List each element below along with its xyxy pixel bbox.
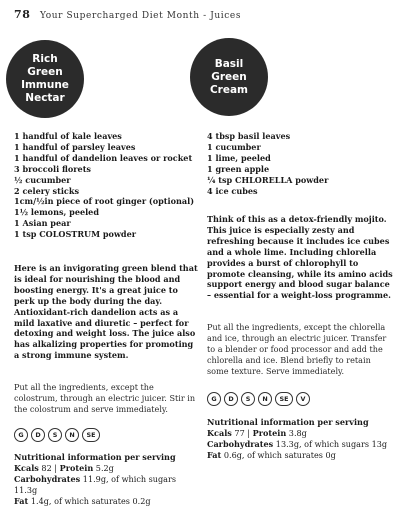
recipe-intro: Here is an invigorating green blend that is ideal for nourishing the blood and boosting energy. It's a great juice to perk up the body during the day. Antioxidant-rich dandelion acts as a mild laxative and diuretic – perfect for detoxing and weight loss. The juice also has alkalizing properties for promoting a strong immune system. (14, 263, 198, 361)
diet-badge: D (224, 392, 238, 406)
ingredient-item: 1 Asian pear (14, 218, 71, 229)
diet-badge: G (207, 392, 221, 406)
ingredient-item: 1 tsp COLOSTRUM powder (14, 229, 136, 240)
ingredient-item: 1 handful of parsley leaves (14, 141, 136, 152)
running-title: Your Supercharged Diet Month - Juices (39, 11, 242, 21)
ingredient-item: 1 handful of dandelion leaves or rocket (14, 152, 193, 163)
diet-badges-basil-green (207, 392, 393, 406)
recipe-method: Put all the ingredients, except the colostrum, through an electric juicer. Stir in the colostrum and serve immediately. (14, 382, 196, 414)
method-rich-green (14, 382, 198, 415)
diet-badge: S (48, 428, 62, 442)
fat-label: Fat (14, 495, 29, 506)
kcals-value: 77 (234, 427, 245, 438)
ingredient-item: 1 lime, peeled (207, 152, 271, 163)
running-header (14, 8, 390, 21)
ingredient-item: 4 ice cubes (207, 185, 258, 196)
ingredient-item: ½ cucumber (14, 174, 71, 185)
fat-label: Fat (207, 449, 222, 460)
ingredients-rich-green (14, 131, 198, 240)
ingredient-item: 1cm/½in piece of root ginger (optional) (14, 196, 195, 207)
ingredients-basil-green (207, 131, 393, 196)
nutrition-heading: Nutritional information per serving (207, 417, 369, 427)
ingredient-item: 1 handful of kale leaves (14, 131, 122, 141)
ingredient-item: 1½ lemons, peeled (14, 207, 99, 218)
intro-rich-green (14, 263, 198, 361)
protein-label: Protein (252, 427, 287, 438)
method-basil-green (207, 322, 393, 377)
recipe-title-line: Basil Green (211, 57, 247, 83)
protein-label: Protein (59, 462, 94, 473)
ingredient-item: 3 broccoli florets (14, 163, 91, 174)
intro-basil-green (207, 214, 393, 301)
diet-badge: SE (275, 392, 293, 406)
carbs-value: 11.9g, of which sugars 11.3g (14, 473, 177, 495)
ingredient-item: 1 green apple (207, 163, 270, 174)
diet-badge: N (258, 392, 272, 406)
nutrition-basil-green: Nutritional information per serving Kcals 77 | Protein 3.8g Carbohydrates 13.3g, of which sugars 13g Fat 0.6g, of which saturates 0g (207, 417, 393, 461)
carbs-label: Carbohydrates (14, 473, 81, 484)
carbs-label: Carbohydrates (207, 438, 274, 449)
diet-badge: G (14, 428, 28, 442)
fat-value: 0.6g, of which saturates 0g (223, 449, 336, 460)
recipe-title-line: Cream (209, 83, 249, 96)
protein-value: 5.2g (95, 462, 114, 473)
diet-badge: N (65, 428, 79, 442)
ingredient-item: 4 tbsp basil leaves (207, 131, 291, 141)
diet-badge: V (296, 392, 310, 406)
kcals-value: 82 (41, 462, 52, 473)
kcals-label: Kcals (207, 427, 232, 438)
ingredient-item: 2 celery sticks (14, 185, 79, 196)
diet-badge: D (31, 428, 45, 442)
diet-badge: SE (82, 428, 100, 442)
recipe-title-line: Rich Green (27, 53, 63, 78)
page-number: 78 (14, 8, 31, 21)
diet-badges-rich-green (14, 428, 198, 442)
diet-badge: S (241, 392, 255, 406)
ingredient-item: 1 cucumber (207, 141, 261, 152)
recipe-title-line: Immune (21, 79, 69, 91)
recipe-title-badge-basil-green (190, 38, 268, 116)
recipe-title-badge-rich-green (6, 40, 84, 118)
protein-value: 3.8g (288, 427, 307, 438)
ingredient-item: ¼ tsp CHLORELLA powder (207, 174, 329, 185)
recipe-intro: Think of this as a detox-friendly mojito. This juice is especially zesty and refreshing because it includes ice cubes and a whole lime. Including chlorella provides a burst of chlorophyll to promote cleansing, while its amino acids support energy and blood sugar balance – essential for a weight-loss programme. (207, 214, 393, 301)
fat-value: 1.4g, of which saturates 0.2g (30, 495, 151, 506)
nutrition-heading: Nutritional information per serving (14, 452, 176, 462)
carbs-value: 13.3g, of which sugars 13g (275, 438, 388, 449)
nutrition-rich-green: Nutritional information per serving Kcals 82 | Protein 5.2g Carbohydrates 11.9g, of which sugars 11.3g Fat 1.4g, of which saturates 0.2g (14, 452, 198, 507)
recipe-title-line: Nectar (25, 92, 65, 104)
kcals-label: Kcals (14, 462, 39, 473)
recipe-method: Put all the ingredients, except the chlorella and ice, through an electric juicer. Transfer to a blender or food processor and add the chlorella and ice. Blend briefly to retain some texture. Serve immediately. (207, 322, 387, 376)
